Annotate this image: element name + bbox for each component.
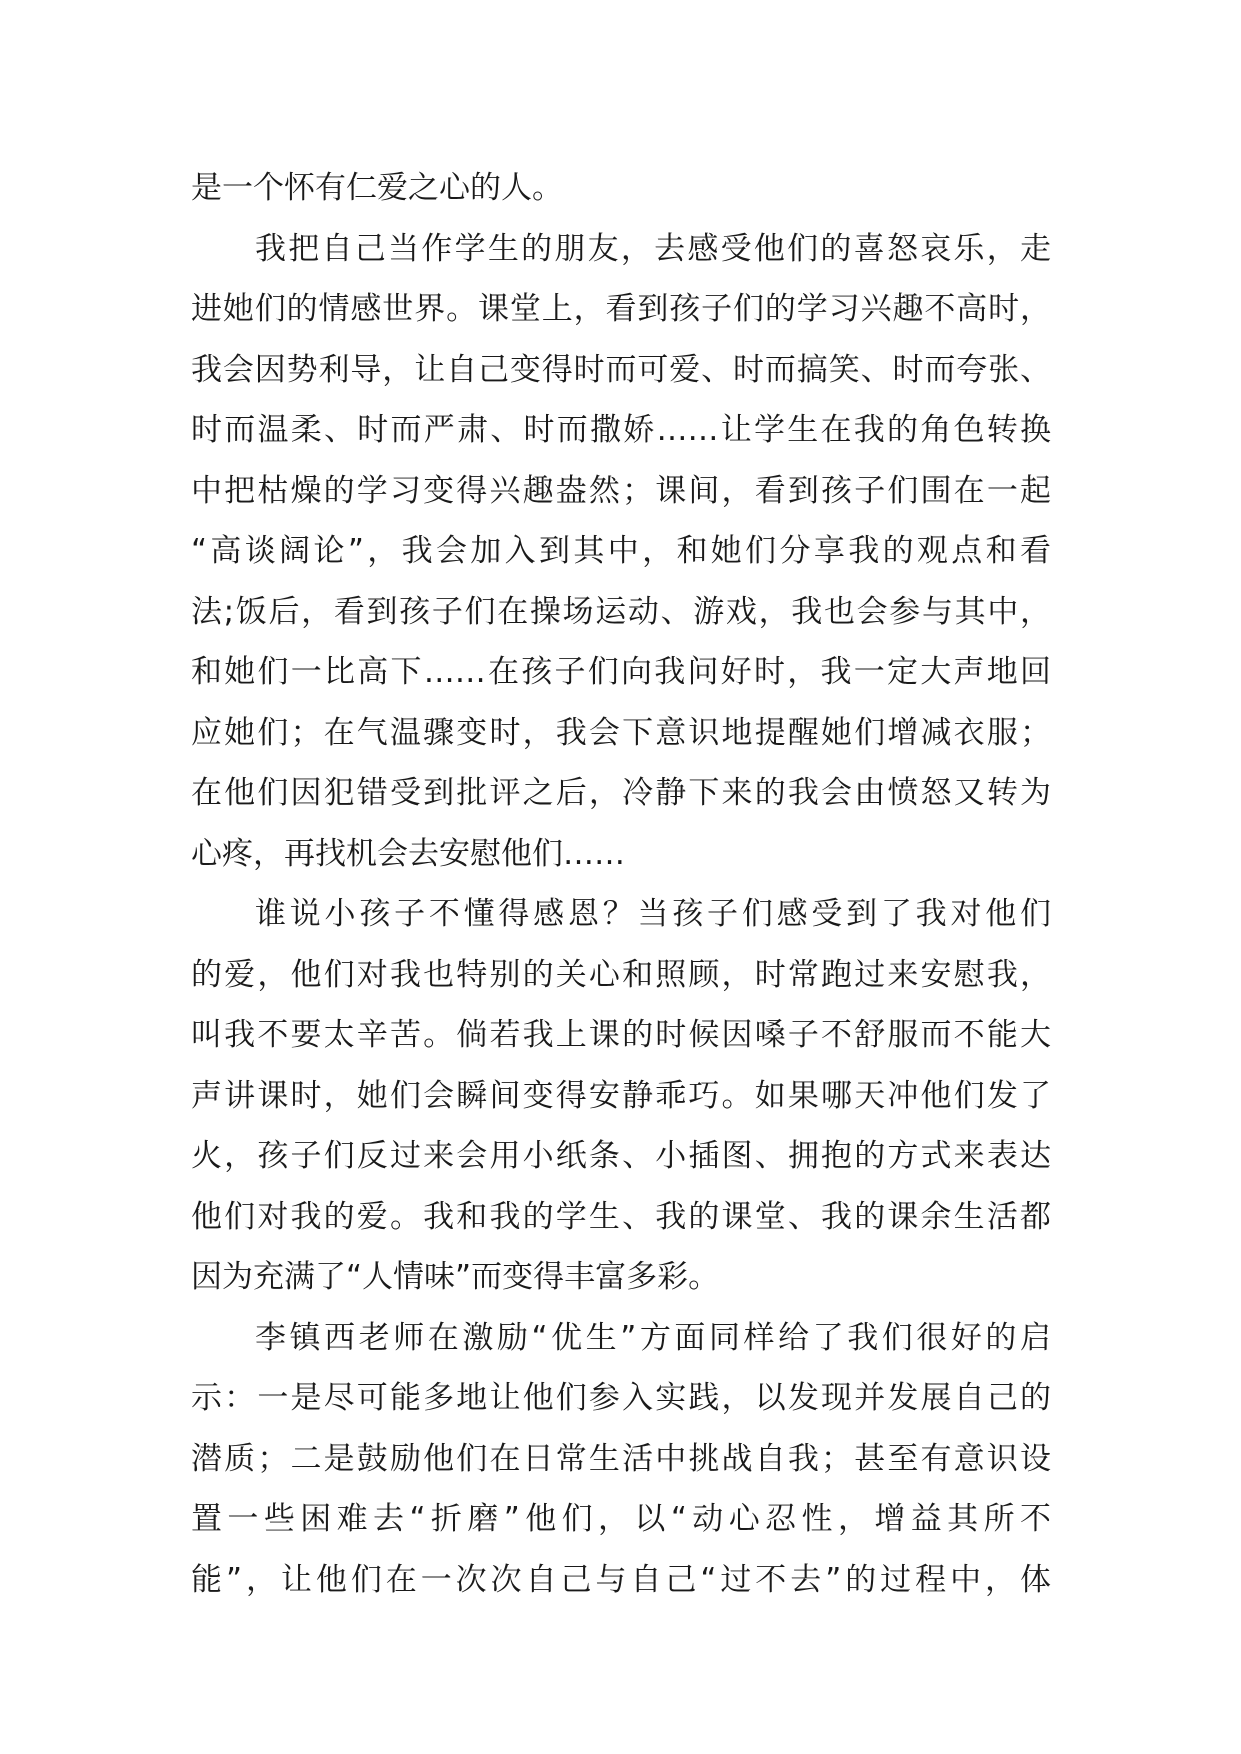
text-line: 李镇西老师在激励“优生”方面同样给了我们很好的启 (255, 1319, 1051, 1356)
text-line: 我会因势利导，让自己变得时而可爱、时而搞笑、时而夸张、 (191, 351, 1051, 388)
text-line: 声讲课时，她们会瞬间变得安静乖巧。如果哪天冲他们发了 (191, 1077, 1051, 1114)
text-line: 火，孩子们反过来会用小纸条、小插图、拥抱的方式来表达 (191, 1138, 1051, 1174)
text-line: 中把枯燥的学习变得兴趣盎然；课间，看到孩子们围在一起 (191, 472, 1051, 509)
text-line: 叫我不要太辛苦。倘若我上课的时候因嗓子不舒服而不能大 (191, 1017, 1051, 1053)
text-line: 能”，让他们在一次次自己与自己“过不去”的过程中，体 (191, 1561, 1051, 1598)
text-line: 我把自己当作学生的朋友，去感受他们的喜怒哀乐，走 (255, 230, 1051, 267)
text-line: 应她们；在气温骤变时，我会下意识地提醒她们增减衣服； (191, 714, 1051, 751)
text-line: 和她们一比高下……在孩子们向我问好时，我一定大声地回 (191, 654, 1051, 690)
text-line: 在他们因犯错受到批评之后，冷静下来的我会由愤怒又转为 (191, 775, 1051, 811)
text-line: 谁说小孩子不懂得感恩？当孩子们感受到了我对他们 (255, 896, 1051, 932)
text-line: 进她们的情感世界。课堂上，看到孩子们的学习兴趣不高时， (191, 291, 1051, 327)
text-line: 置一些困难去“折磨”他们，以“动心忍性，增益其所不 (191, 1501, 1051, 1537)
text-line: 他们对我的爱。我和我的学生、我的课堂、我的课余生活都 (191, 1198, 1051, 1235)
text-line: 心疼，再找机会去安慰他们…… (191, 835, 625, 872)
text-line: 潜质；二是鼓励他们在日常生活中挑战自我；甚至有意识设 (191, 1440, 1051, 1477)
text-line: “高谈阔论”，我会加入到其中，和她们分享我的观点和看 (191, 533, 1051, 569)
text-line: 的爱，他们对我也特别的关心和照顾，时常跑过来安慰我， (191, 956, 1051, 993)
text-line: 示：一是尽可能多地让他们参入实践，以发现并发展自己的 (191, 1380, 1051, 1416)
text-line: 时而温柔、时而严肃、时而撒娇……让学生在我的角色转换 (191, 412, 1051, 448)
text-line: 法;饭后，看到孩子们在操场运动、游戏，我也会参与其中， (191, 593, 1051, 630)
text-line: 因为充满了“人情味”而变得丰富多彩。 (191, 1259, 720, 1295)
body-text (191, 158, 1051, 1610)
text-line: 是一个怀有仁爱之心的人。 (191, 170, 563, 206)
